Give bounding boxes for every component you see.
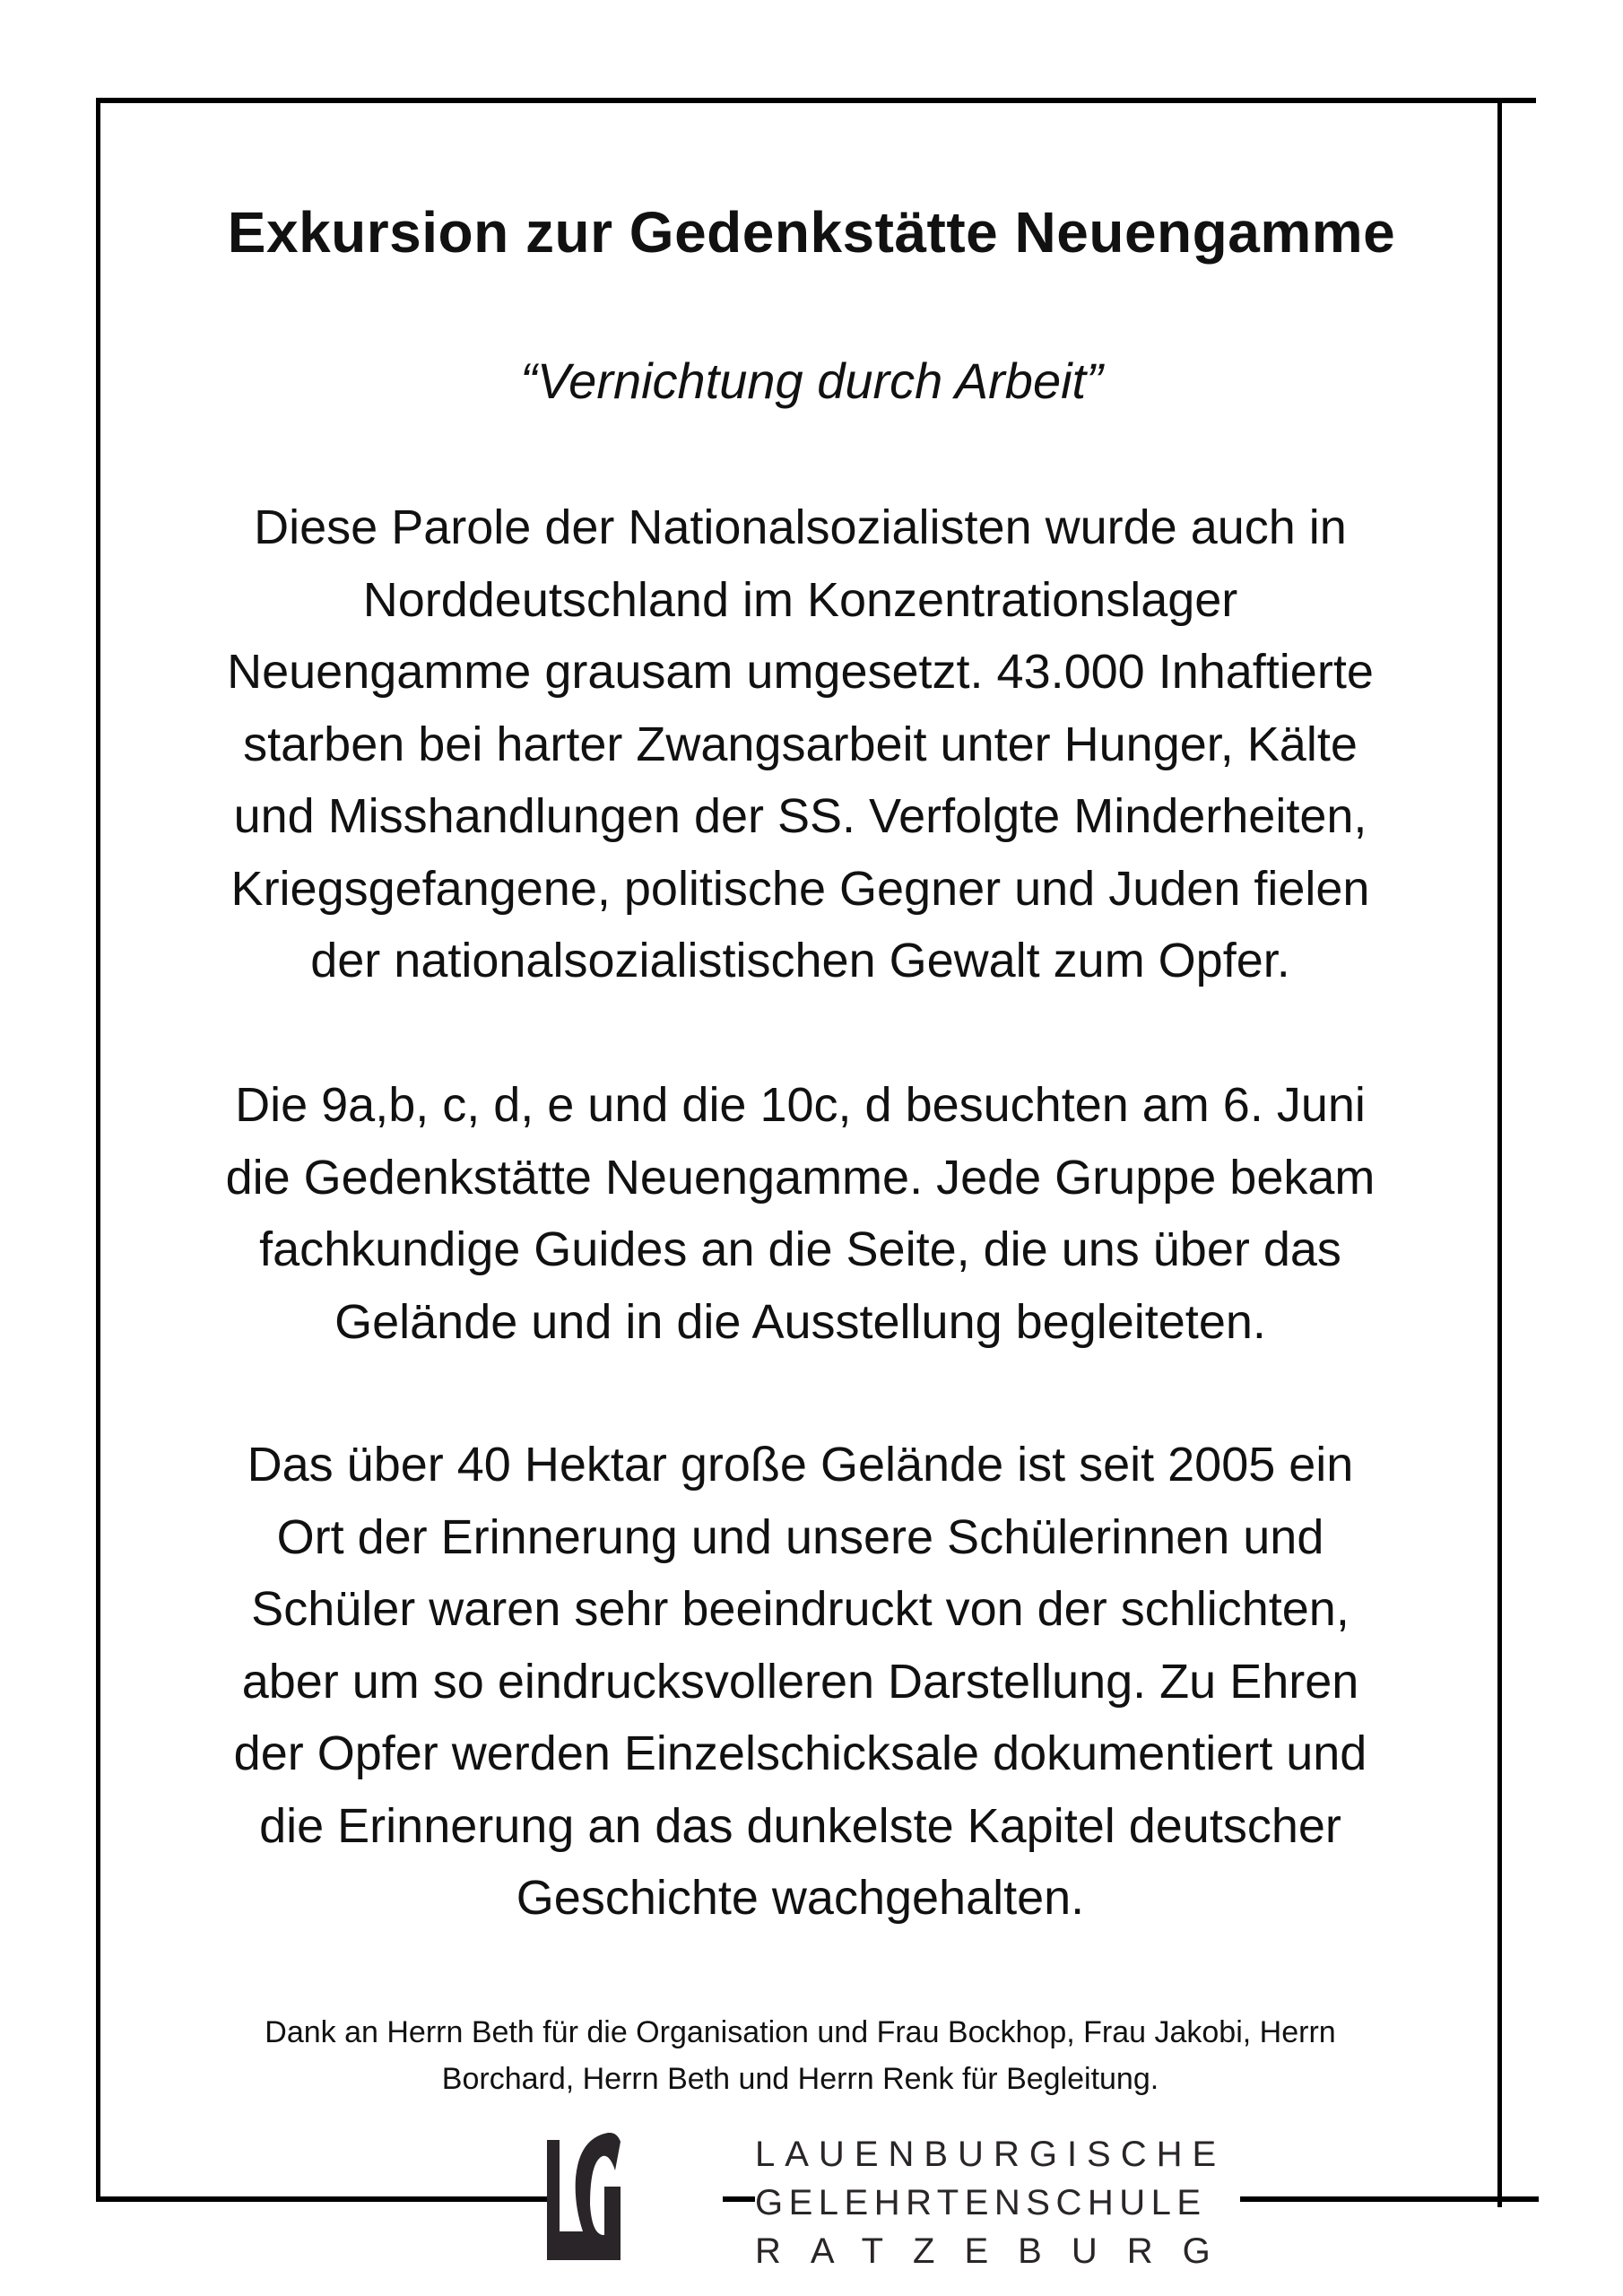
text-line: die Gedenkstätte Neuengamme. Jede Gruppe bekam bbox=[225, 1150, 1376, 1205]
text-line: Kriegsgefangene, politische Gegner und Juden fielen bbox=[230, 861, 1370, 916]
text-line: Norddeutschland im Konzentrationslager bbox=[362, 572, 1238, 627]
school-name bbox=[755, 2130, 1240, 2275]
school-name-line: GELEHRTENSCHULE bbox=[755, 2179, 1240, 2227]
text-line: fachkundige Guides an die Seite, die uns über das bbox=[259, 1222, 1341, 1276]
paragraph-1 bbox=[99, 491, 1502, 997]
school-logo-mark bbox=[547, 2133, 723, 2262]
text-line: die Erinnerung an das dunkelste Kapitel deutscher bbox=[259, 1798, 1341, 1853]
acknowledgement bbox=[99, 2009, 1502, 2102]
lg-logo-icon bbox=[547, 2133, 723, 2262]
paragraph-2 bbox=[99, 1069, 1502, 1358]
paragraph-3 bbox=[99, 1429, 1502, 1935]
frame-top bbox=[96, 98, 1536, 103]
school-name-line: LAUENBURGISCHE bbox=[755, 2135, 1227, 2174]
text-line: Das über 40 Hektar große Gelände ist seit 2005 ein bbox=[247, 1438, 1354, 1492]
text-line: Geschichte wachgehalten. bbox=[516, 1871, 1085, 1925]
text-line: und Misshandlungen der SS. Verfolgte Minderheiten, bbox=[233, 789, 1367, 843]
page-title: Exkursion zur Gedenkstätte Neuengamme bbox=[227, 200, 1396, 265]
text-line: Schüler waren sehr beeindruckt von der schlichten, bbox=[251, 1582, 1350, 1636]
text-line: Ort der Erinnerung und unsere Schülerinnen und bbox=[276, 1509, 1324, 1564]
text-line: Die 9a,b, c, d, e und die 10c, d besuchten am 6. Juni bbox=[235, 1078, 1366, 1132]
text-line: der Opfer werden Einzelschicksale dokumentiert und bbox=[233, 1726, 1367, 1780]
text-line: Diese Parole der Nationalsozialisten wurde auch in bbox=[254, 500, 1347, 554]
text-line: Borchard, Herrn Beth und Herrn Renk für Begleitung. bbox=[441, 2062, 1159, 2096]
school-name-line: RATZEBURG bbox=[755, 2231, 1240, 2271]
text-line: Dank an Herrn Beth für die Organisation und Frau Bockhop, Frau Jakobi, Herrn bbox=[265, 2015, 1336, 2049]
text-line: Neuengamme grausam umgesetzt. 43.000 Inhaftierte bbox=[227, 645, 1374, 699]
text-line: der nationalsozialistischen Gewalt zum Opfer. bbox=[310, 934, 1290, 987]
subtitle-quote: “Vernichtung durch Arbeit” bbox=[520, 352, 1103, 409]
text-line: Gelände und in die Ausstellung begleiteten. bbox=[334, 1294, 1266, 1349]
text-line: aber um so eindrucksvolleren Darstellung. Zu Ehren bbox=[241, 1654, 1359, 1709]
text-line: starben bei harter Zwangsarbeit unter Hunger, Kälte bbox=[243, 717, 1358, 771]
